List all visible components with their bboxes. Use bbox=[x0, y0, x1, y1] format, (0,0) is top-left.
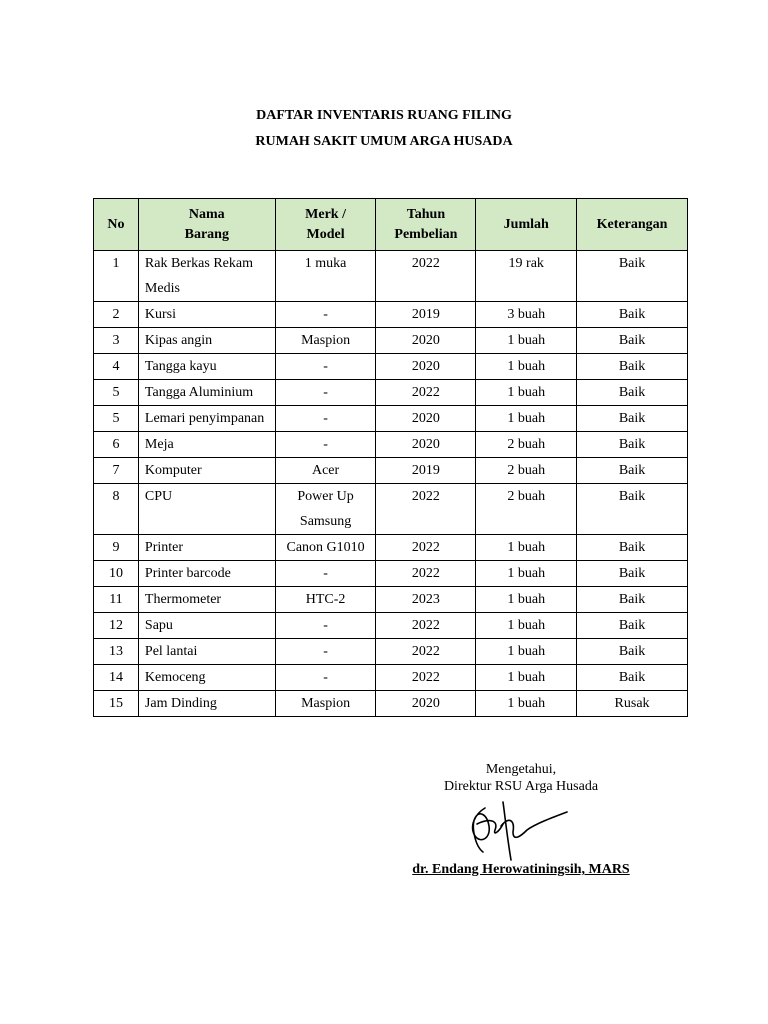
cell-nama-barang: Pel lantai bbox=[138, 639, 275, 665]
cell-jumlah: 1 buah bbox=[476, 613, 577, 639]
cell-jumlah: 1 buah bbox=[476, 691, 577, 717]
cell-keterangan: Baik bbox=[577, 484, 688, 535]
table-row bbox=[94, 328, 688, 354]
cell-merk-model: - bbox=[275, 302, 376, 328]
cell-merk-model: Maspion bbox=[275, 328, 376, 354]
cell-keterangan: Rusak bbox=[577, 691, 688, 717]
cell-no: 10 bbox=[94, 561, 139, 587]
cell-merk-model: - bbox=[275, 432, 376, 458]
cell-jumlah: 2 buah bbox=[476, 484, 577, 535]
header-merk-model bbox=[275, 199, 376, 251]
cell-tahun-pembelian: 2020 bbox=[376, 432, 476, 458]
cell-merk-model: 1 muka bbox=[275, 251, 376, 302]
header-tahun-pembelian bbox=[376, 199, 476, 251]
table-row bbox=[94, 302, 688, 328]
cell-jumlah: 1 buah bbox=[476, 406, 577, 432]
table-header-row bbox=[94, 199, 688, 251]
cell-merk-model: - bbox=[275, 613, 376, 639]
cell-tahun-pembelian: 2020 bbox=[376, 691, 476, 717]
cell-no: 2 bbox=[94, 302, 139, 328]
cell-tahun-pembelian: 2022 bbox=[376, 535, 476, 561]
cell-jumlah: 1 buah bbox=[476, 587, 577, 613]
header-tahun-line2: Pembelian bbox=[394, 226, 458, 242]
table-row bbox=[94, 380, 688, 406]
table-row bbox=[94, 406, 688, 432]
cell-nama-barang: Lemari penyimpanan bbox=[138, 406, 275, 432]
cell-no: 5 bbox=[94, 380, 139, 406]
cell-nama-barang: Thermometer bbox=[138, 587, 275, 613]
cell-merk-model: - bbox=[275, 639, 376, 665]
table-row bbox=[94, 432, 688, 458]
cell-nama-barang: Tangga Aluminium bbox=[138, 380, 275, 406]
cell-no: 1 bbox=[94, 251, 139, 302]
cell-keterangan: Baik bbox=[577, 458, 688, 484]
cell-keterangan: Baik bbox=[577, 665, 688, 691]
cell-nama-barang: Meja bbox=[138, 432, 275, 458]
director-name: dr. Endang Herowatiningsih, MARS bbox=[412, 862, 630, 877]
cell-no: 13 bbox=[94, 639, 139, 665]
cell-tahun-pembelian: 2022 bbox=[376, 665, 476, 691]
cell-tahun-pembelian: 2023 bbox=[376, 587, 476, 613]
header-nama-line1: Nama bbox=[188, 206, 225, 222]
inventory-table bbox=[93, 198, 688, 717]
cell-keterangan: Baik bbox=[577, 302, 688, 328]
cell-nama-barang: Kipas angin bbox=[138, 328, 275, 354]
cell-keterangan: Baik bbox=[577, 432, 688, 458]
cell-jumlah: 1 buah bbox=[476, 639, 577, 665]
table-row bbox=[94, 613, 688, 639]
cell-no: 7 bbox=[94, 458, 139, 484]
cell-merk-model: - bbox=[275, 406, 376, 432]
header-keterangan: Keterangan bbox=[577, 199, 688, 251]
cell-merk-model: Acer bbox=[275, 458, 376, 484]
cell-keterangan: Baik bbox=[577, 535, 688, 561]
table-body bbox=[94, 251, 688, 717]
cell-keterangan: Baik bbox=[577, 561, 688, 587]
cell-nama-barang: CPU bbox=[138, 484, 275, 535]
cell-no: 11 bbox=[94, 587, 139, 613]
table-row bbox=[94, 535, 688, 561]
cell-tahun-pembelian: 2019 bbox=[376, 302, 476, 328]
cell-tahun-pembelian: 2020 bbox=[376, 406, 476, 432]
cell-no: 6 bbox=[94, 432, 139, 458]
cell-tahun-pembelian: 2020 bbox=[376, 354, 476, 380]
header-jumlah: Jumlah bbox=[476, 199, 577, 251]
cell-merk-model: HTC-2 bbox=[275, 587, 376, 613]
cell-nama-barang: Sapu bbox=[138, 613, 275, 639]
cell-jumlah: 1 buah bbox=[476, 328, 577, 354]
cell-keterangan: Baik bbox=[577, 639, 688, 665]
cell-nama-barang: Jam Dinding bbox=[138, 691, 275, 717]
cell-tahun-pembelian: 2022 bbox=[376, 484, 476, 535]
cell-tahun-pembelian: 2022 bbox=[376, 639, 476, 665]
cell-merk-model: Maspion bbox=[275, 691, 376, 717]
table-row bbox=[94, 561, 688, 587]
cell-keterangan: Baik bbox=[577, 380, 688, 406]
document-title: DAFTAR INVENTARIS RUANG FILING bbox=[256, 108, 512, 123]
table-row bbox=[94, 587, 688, 613]
cell-tahun-pembelian: 2020 bbox=[376, 328, 476, 354]
header-tahun-line1: Tahun bbox=[406, 206, 446, 222]
cell-tahun-pembelian: 2019 bbox=[376, 458, 476, 484]
header-nama-line2: Barang bbox=[184, 226, 229, 242]
cell-no: 8 bbox=[94, 484, 139, 535]
table-row bbox=[94, 665, 688, 691]
cell-merk-model: - bbox=[275, 354, 376, 380]
cell-tahun-pembelian: 2022 bbox=[376, 251, 476, 302]
cell-tahun-pembelian: 2022 bbox=[376, 561, 476, 587]
cell-nama-barang: Printer barcode bbox=[138, 561, 275, 587]
cell-jumlah: 2 buah bbox=[476, 458, 577, 484]
cell-jumlah: 2 buah bbox=[476, 432, 577, 458]
cell-merk-model: - bbox=[275, 380, 376, 406]
cell-keterangan: Baik bbox=[577, 587, 688, 613]
cell-no: 12 bbox=[94, 613, 139, 639]
cell-nama-barang: Komputer bbox=[138, 458, 275, 484]
cell-nama-barang: Kursi bbox=[138, 302, 275, 328]
cell-nama-barang: Tangga kayu bbox=[138, 354, 275, 380]
table-row bbox=[94, 458, 688, 484]
cell-merk-model: Canon G1010 bbox=[275, 535, 376, 561]
cell-keterangan: Baik bbox=[577, 251, 688, 302]
header-no: No bbox=[94, 199, 139, 251]
header-merk-line1: Merk / bbox=[305, 206, 346, 222]
cell-keterangan: Baik bbox=[577, 328, 688, 354]
cell-jumlah: 1 buah bbox=[476, 561, 577, 587]
cell-jumlah: 1 buah bbox=[476, 535, 577, 561]
cell-jumlah: 1 buah bbox=[476, 665, 577, 691]
cell-no: 15 bbox=[94, 691, 139, 717]
cell-tahun-pembelian: 2022 bbox=[376, 380, 476, 406]
table-row bbox=[94, 251, 688, 302]
cell-no: 9 bbox=[94, 535, 139, 561]
cell-jumlah: 19 rak bbox=[476, 251, 577, 302]
cell-nama-barang: Rak Berkas Rekam Medis bbox=[138, 251, 275, 302]
header-merk-line2: Model bbox=[306, 226, 345, 242]
cell-nama-barang: Kemoceng bbox=[138, 665, 275, 691]
cell-jumlah: 1 buah bbox=[476, 380, 577, 406]
cell-tahun-pembelian: 2022 bbox=[376, 613, 476, 639]
table-row bbox=[94, 639, 688, 665]
cell-merk-model: - bbox=[275, 561, 376, 587]
cell-no: 14 bbox=[94, 665, 139, 691]
header-nama-barang bbox=[138, 199, 275, 251]
document-subtitle: RUMAH SAKIT UMUM ARGA HUSADA bbox=[255, 134, 513, 149]
cell-merk-model: Power Up Samsung bbox=[275, 484, 376, 535]
cell-no: 3 bbox=[94, 328, 139, 354]
cell-no: 4 bbox=[94, 354, 139, 380]
cell-jumlah: 1 buah bbox=[476, 354, 577, 380]
cell-nama-barang: Printer bbox=[138, 535, 275, 561]
table-row bbox=[94, 691, 688, 717]
director-title: Direktur RSU Arga Husada bbox=[443, 779, 599, 794]
cell-keterangan: Baik bbox=[577, 613, 688, 639]
cell-keterangan: Baik bbox=[577, 406, 688, 432]
handwritten-signature bbox=[455, 796, 575, 864]
table-row bbox=[94, 354, 688, 380]
cell-keterangan: Baik bbox=[577, 354, 688, 380]
cell-merk-model: - bbox=[275, 665, 376, 691]
table-row bbox=[94, 484, 688, 535]
cell-jumlah: 3 buah bbox=[476, 302, 577, 328]
cell-no: 5 bbox=[94, 406, 139, 432]
approval-label: Mengetahui, bbox=[485, 762, 557, 777]
